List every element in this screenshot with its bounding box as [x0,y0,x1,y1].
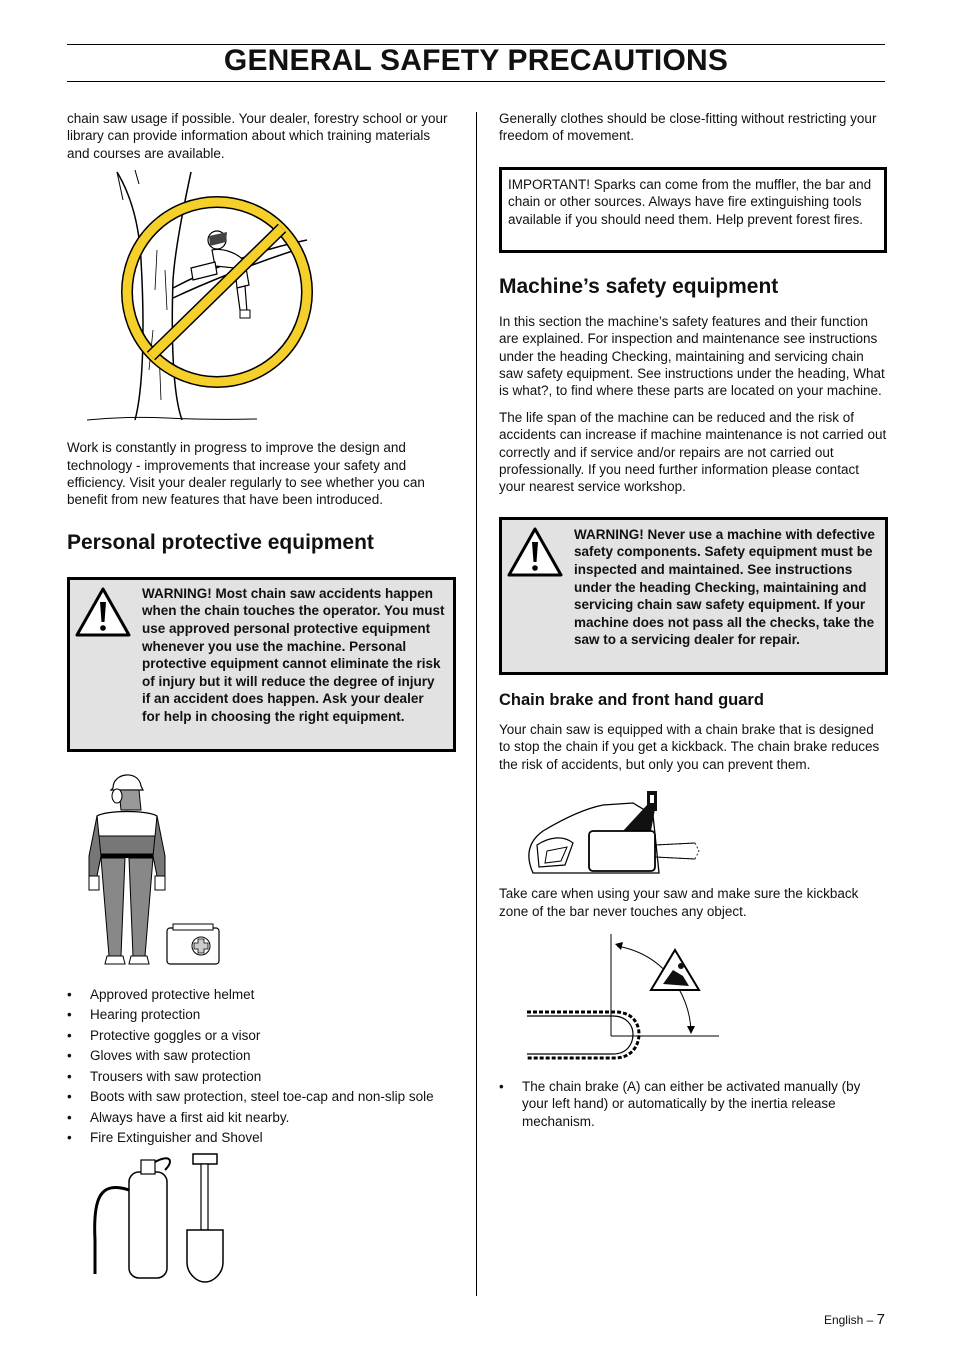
machine-warning-text: WARNING! Never use a machine with defective safety components. Safety equipment must be inspected and maintained. See instructions under the heading Checking, maintaining and servicing chain saw safety equipment. If your machine does not pass all the checks, take the saw to a servicing dealer for repair. [574,526,875,648]
page-title: GENERAL SAFETY PRECAUTIONS [223,44,729,77]
list-item: • Always have a first aid kit nearby. [67,1109,452,1126]
machine-warning-box [499,517,888,675]
ppe-warning-text: WARNING! Most chain saw accidents happen when the chain touches the operator. You must use approved personal protective equipment whenever you use the machine. Personal protective equipment cannot eliminate the risk of injury but it will reduce the degree of injury if an accident does happen. Ask your dealer for help in choosing the right equipment. [142,585,445,724]
protective-equipment-illustration [87,766,257,976]
ppe-warning-box [67,577,456,752]
chain-brake-list [499,1078,887,1130]
no-tree-climbing-illustration [87,170,327,425]
page-footer [824,1311,885,1328]
extinguisher-shovel-illustration [89,1150,239,1285]
important-text: IMPORTANT! Sparks can come from the muffler, the bar and chain or other sources. Always have fire extinguishing tools available if you should need them. Help prevent forest fires. [508,176,872,227]
list-item: • Protective goggles or a visor [67,1027,452,1044]
intro-paragraph: chain saw usage if possible. Your dealer, forestry school or your library can provide information about which training materials and courses are available. [67,111,448,161]
kickback-paragraph: Take care when using your saw and make sure the kickback zone of the bar never touches any object. [499,886,859,919]
list-item: • Hearing protection [67,1006,452,1023]
footer-separator: – [863,1313,877,1327]
list-item: • Trousers with saw protection [67,1068,452,1085]
list-item: • Approved protective helmet [67,986,452,1003]
improvement-paragraph: Work is constantly in progress to improve the design and technology - improvements that increase your safety and efficiency. Visit your dealer regularly to see whether you can benefit from new features that have been introduced. [67,440,425,508]
left-column [67,110,452,1285]
header-rule-bottom [67,81,885,82]
column-divider [476,112,477,1296]
chain-saw-front-guard-illustration [523,785,703,877]
machine-safety-heading: Machine’s safety equipment [499,274,779,298]
footer-language: English [823,1313,864,1327]
clothes-paragraph: Generally clothes should be close-fitting without restricting your freedom of movement. [499,111,877,144]
list-item: • The chain brake (A) can either be activated manually (by your left hand) or automatically by the inertia release mechanism. [499,1078,887,1130]
right-column [499,110,887,1134]
ppe-heading: Personal protective equipment [67,530,374,554]
kickback-zone-illustration [523,930,723,1068]
chain-brake-heading: Chain brake and front hand guard [499,690,764,709]
list-item: • Boots with saw protection, steel toe-cap and non-slip sole [67,1088,452,1105]
chain-brake-paragraph: Your chain saw is equipped with a chain brake that is designed to stop the chain if you get a kickback. The chain brake reduces the risk of accidents, but only you can prevent them. [499,721,880,772]
machine-paragraph-1: In this section the machine’s safety features and their function are explained. For inspection and maintenance see instructions under the heading Checking, maintaining and servicing chain saw safety equipment. See instructions under the heading, What is what?, to find where these parts are located on your machine. [499,313,885,399]
list-item: • Fire Extinguisher and Shovel [67,1129,452,1146]
warning-triangle-icon [74,586,132,638]
important-box [499,167,887,253]
list-item: • Gloves with saw protection [67,1047,452,1064]
page-number: 7 [876,1311,885,1328]
ppe-list [67,986,452,1147]
machine-paragraph-2: The life span of the machine can be reduced and the risk of accidents can increase if machine maintenance is not carried out correctly and if service and/or repairs are not carried out professionally. If you need further information please contact your nearest service workshop. [499,409,887,495]
warning-triangle-icon [506,526,564,578]
